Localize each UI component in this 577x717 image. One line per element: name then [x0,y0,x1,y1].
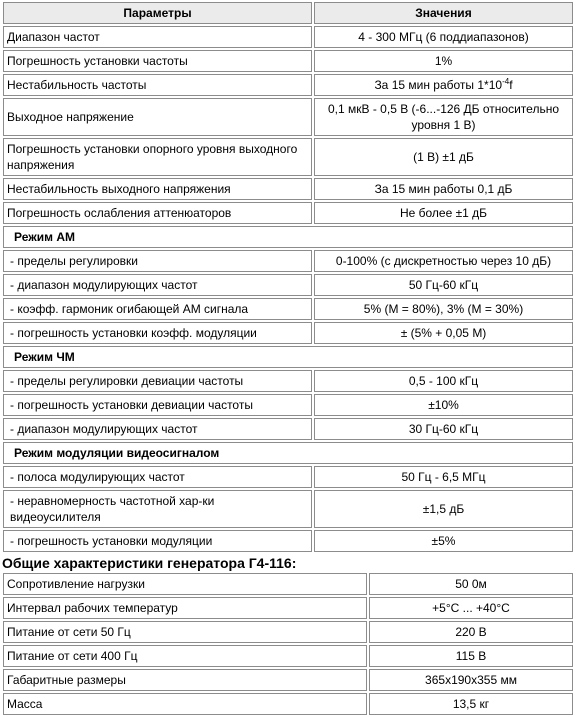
value-cell: 50 Гц-60 кГц [314,274,573,296]
general-param-cell: Сопротивление нагрузки [3,573,367,595]
general-param-cell: Питание от сети 50 Гц [3,621,367,643]
table-row [3,178,573,200]
param-cell: - полоса модулирующих частот [3,466,312,488]
table-row [3,322,573,344]
value-cell: 0-100% (с дискретностью через 10 дБ) [314,250,573,272]
param-cell: - пределы регулировки девиации частоты [3,370,312,392]
value-cell: ±1,5 дБ [314,490,573,528]
section-title: Режим АМ [3,226,573,248]
general-value-cell: 50 0м [369,573,573,595]
value-cell: 50 Гц - 6,5 МГц [314,466,573,488]
param-cell: Погрешность установки опорного уровня выходного напряжения [3,138,312,176]
value-cell: 1% [314,50,573,72]
value-cell: Не более ±1 дБ [314,202,573,224]
param-cell: Нестабильность частоты [3,74,312,96]
section-title: Режим модуляции видеосигналом [3,442,573,464]
section-row [3,442,573,464]
section-row [3,346,573,368]
header-value: Значения [314,2,573,24]
param-cell: - диапазон модулирующих частот [3,274,312,296]
value-cell: ±10% [314,394,573,416]
param-cell: Погрешность установки частоты [3,50,312,72]
general-row [3,621,573,643]
value-cell: За 15 мин работы 0,1 дБ [314,178,573,200]
general-param-cell: Питание от сети 400 Гц [3,645,367,667]
general-value-cell: 220 В [369,621,573,643]
value-cell: 0,5 - 100 кГц [314,370,573,392]
section-title: Режим ЧМ [3,346,573,368]
param-cell: Выходное напряжение [3,98,312,136]
param-cell: - погрешность установки модуляции [3,530,312,552]
general-value-cell: +5°C ... +40°C [369,597,573,619]
general-param-cell: Масса [3,693,367,715]
section-row [3,226,573,248]
table-row [3,394,573,416]
table-row [3,370,573,392]
general-row [3,693,573,715]
param-cell: - неравномерность частотной хар-ки видеоусилителя [3,490,312,528]
general-param-cell: Габаритные размеры [3,669,367,691]
general-title: Общие характеристики генератора Г4-116: [2,555,297,571]
general-value-cell: 115 В [369,645,573,667]
table-row [3,138,573,176]
param-cell: Погрешность ослабления аттенюаторов [3,202,312,224]
table-row [3,202,573,224]
table-row [3,98,573,136]
param-cell: - коэфф. гармоник огибающей АМ сигнала [3,298,312,320]
general-table [1,571,575,717]
table-row [3,298,573,320]
value-cell: ±5% [314,530,573,552]
general-row [3,669,573,691]
value-exponent: -4 [502,77,510,86]
value-cell [314,74,573,96]
header-param: Параметры [3,2,312,24]
value-suffix: f [509,78,513,92]
param-cell: Нестабильность выходного напряжения [3,178,312,200]
general-row [3,573,573,595]
param-cell: - погрешность установки девиации частоты [3,394,312,416]
spec-table [1,0,575,554]
param-cell: - диапазон модулирующих частот [3,418,312,440]
general-param-cell: Интервал рабочих температур [3,597,367,619]
table-row [3,274,573,296]
general-row [3,645,573,667]
spec-body [3,26,573,552]
value-cell: 0,1 мкВ - 0,5 В (-6...-126 ДБ относительно уровня 1 В) [314,98,573,136]
table-row [3,74,573,96]
table-row [3,466,573,488]
table-row [3,250,573,272]
value-cell: 30 Гц-60 кГц [314,418,573,440]
table-row [3,418,573,440]
value-cell: 4 - 300 МГц (6 поддиапазонов) [314,26,573,48]
value-cell: (1 В) ±1 дБ [314,138,573,176]
param-cell: - пределы регулировки [3,250,312,272]
value-cell: ± (5% + 0,05 М) [314,322,573,344]
general-value-cell: 13,5 кг [369,693,573,715]
general-value-cell: 365x190x355 мм [369,669,573,691]
value-text: За 15 мин работы 1*10 [374,78,503,92]
value-cell: 5% (М = 80%), 3% (М = 30%) [314,298,573,320]
spec-header-row [3,2,573,24]
param-cell: - погрешность установки коэфф. модуляции [3,322,312,344]
general-row [3,597,573,619]
table-row [3,26,573,48]
table-row [3,490,573,528]
table-row [3,50,573,72]
table-row [3,530,573,552]
param-cell: Диапазон частот [3,26,312,48]
general-body [3,573,573,715]
